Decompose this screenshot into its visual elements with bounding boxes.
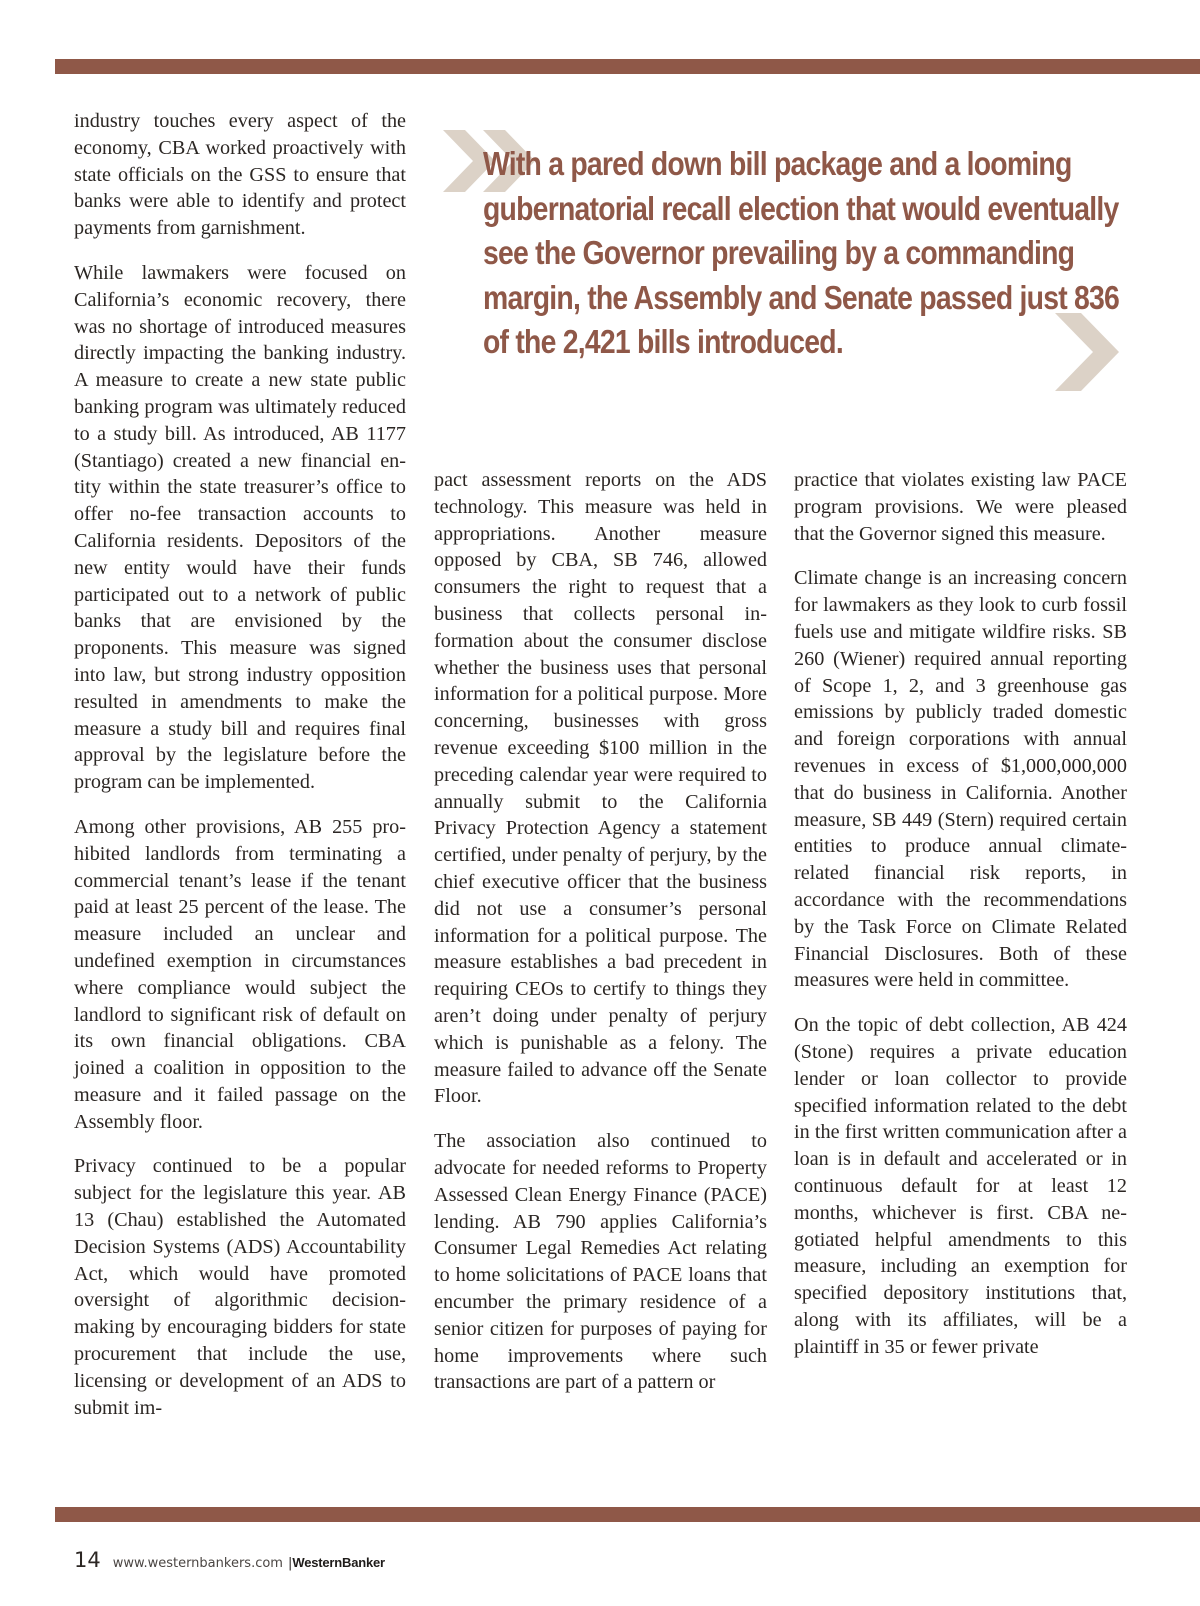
page-footer [74,1548,385,1572]
paragraph: The association also continued to advocate for needed reforms to Property Assessed Clean Energy Finance (PACE) lending. AB 790 applies California’s Consumer Legal Remedies Act relating to home solicitations of PACE loans that encumber the primary residence of a senior citizen for purposes of paying for home improvements where such transactions are part of a pattern or [434,1130,767,1394]
bottom-accent-rule [55,1507,1200,1522]
article-column-1 [74,108,406,1439]
article-column-3 [794,467,1127,1379]
paragraph: Among other provisions, AB 255 prohibited landlords from terminating a commercial tenant’s lease if the tenant paid at least 25 percent of the lease. The measure included an unclear and undefined exemption in circumstances where compliance would subject the landlord to significant risk of default on its own financial obligations. CBA joined a coalition in opposition to the measure and it failed passage on the Assembly floor. [74,815,406,1133]
top-accent-rule [55,59,1200,74]
paragraph: Privacy continued to be a popular subject for the legislature this year. AB 13 (Chau) established the Automated Decision Systems (ADS) Accountability Act, which would have promoted oversight of algorithmic decision-making by encouraging bidders for state procurement that include the use, licensing or development of an ADS to submit im- [74,1155,406,1419]
paragraph: pact assessment reports on the ADS technology. This measure was held in appropriations. Another measure opposed by CBA, SB 746, allowed consumers the right to request that a business that collects personal information about the consumer disclose whether the business uses that personal information for a political purpose. More concerning, businesses with gross revenue exceeding $100 million in the preceding calendar year were required to annually submit to the California Privacy Protection Agency a statement certified, under penalty of perjury, by the chief executive officer that the business did not use a consumer’s personal information for a political purpose. The measure establishes a bad precedent in requiring CEOs to certify to things they aren’t doing under penalty of perjury which is punishable as a felony. The measure failed to advance off the Senate Floor. [434,469,767,1108]
paragraph: industry touches every aspect of the economy, CBA worked proactively with state officials on the GSS to ensure that banks were able to identify and protect payments from garnishment. [74,110,406,240]
page-number: 14 [74,1548,101,1572]
paragraph: While lawmakers were focused on California’s economic recovery, there was no shortage of introduced measures directly impacting the banking industry. A measure to create a new state public banking program was ultimately reduced to a study bill. As introduced, AB 1177 (Stantiago) created a new financial entity within the state treasurer’s office to offer no-fee transaction accounts to California residents. Depositors of the new entity would have their funds participated out to a network of public banks that are envisioned by the proponents. This measure was signed into law, but strong industry opposition resulted in amendments to make the measure a study bill and requires final approval by the legislature before the program can be implemented. [74,261,406,794]
footer-website-link[interactable]: www.westernbankers.com [112,1556,283,1571]
footer-separator: | [287,1556,293,1571]
paragraph: Climate change is an increasing concern for lawmakers as they look to curb fossil fuels use and mitigate wildfire risks. SB 260 (Wiener) required annual reporting of Scope 1, 2, and 3 greenhouse gas emissions by publicly traded domestic and foreign corporations with annual revenues in excess of $1,000,000,000 that do business in California. Another measure, SB 449 (Stern) required certain entities to produce annual climate-related financial risk reports, in accordance with the recommendations by the Task Force on Climate Related Financial Disclosures. Both of these measures were held in committee. [794,567,1127,992]
pull-quote: With a pared down bill package and a looming gubernatorial recall election that would eventually see the Governor prevailing by a commanding margin, the Assembly and Senate passed just 836 of the 2,421 bills introduced. [483,145,1120,360]
publication-name: WesternBanker [292,1555,385,1570]
article-column-2 [434,467,767,1414]
paragraph: On the topic of debt collection, AB 424 (Stone) requires a private education lender or loan collector to provide specified information related to the debt in the first written communication after a loan is in default and accelerated or in continuous default for at least 12 months, whichever is first. CBA negotiated helpful amendments to this measure, including an exemption for specified depository institutions that, along with its affiliates, will be a plaintiff in 35 or fewer private [794,1014,1127,1358]
paragraph: practice that violates existing law PACE program provisions. We were pleased that the Governor signed this measure. [794,469,1127,545]
